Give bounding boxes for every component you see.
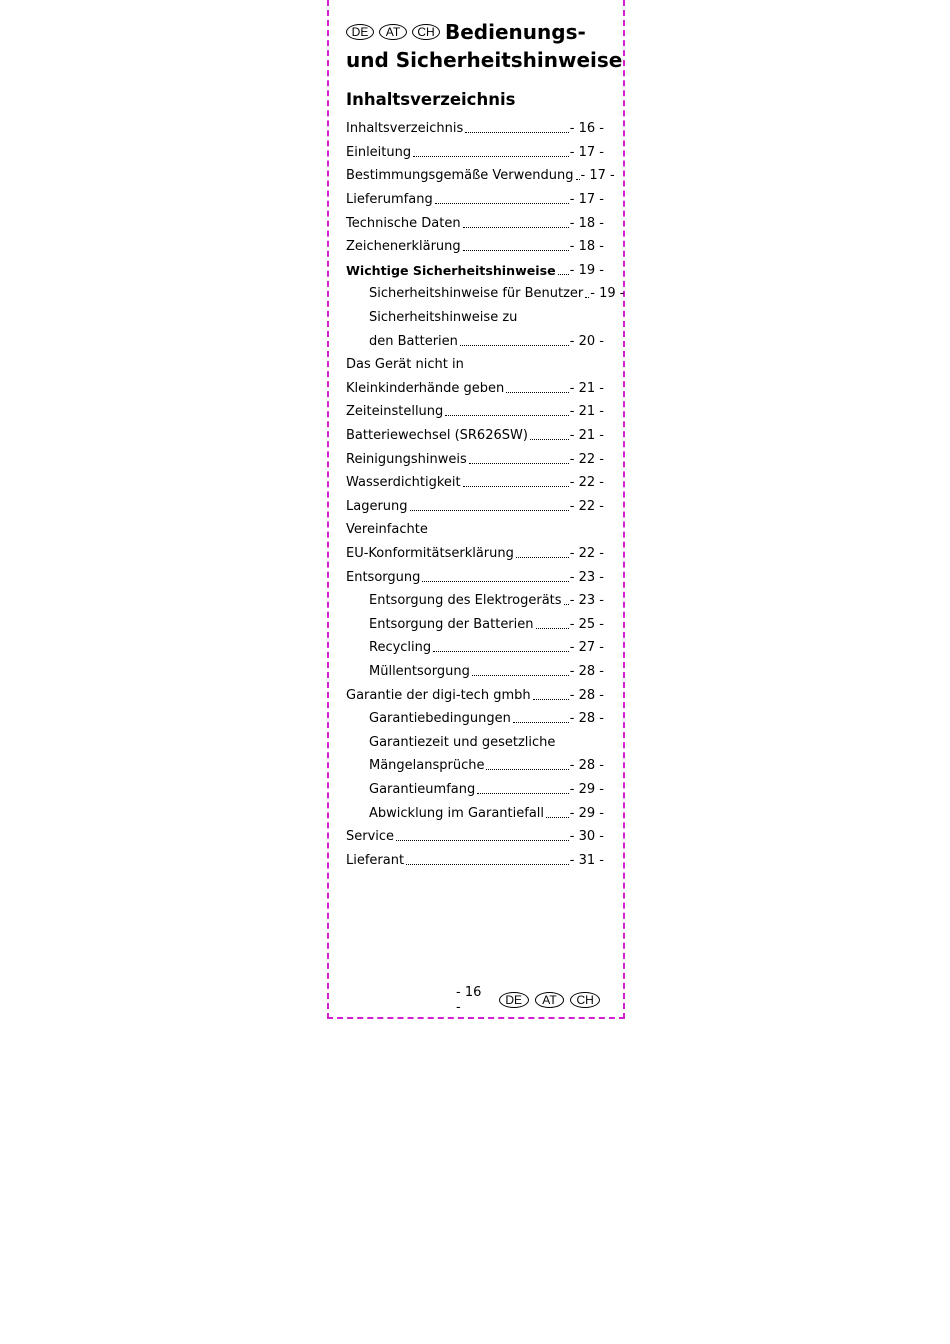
dot-leader xyxy=(558,274,569,275)
toc-heading: Inhaltsverzeichnis xyxy=(346,90,516,109)
toc-entry xyxy=(346,329,604,353)
toc-entry-title: Lieferant xyxy=(346,852,405,868)
toc-entry-title: Wasserdichtigkeit xyxy=(346,475,461,491)
toc-entry-title: Bestimmungsgemäße Verwendung xyxy=(346,168,574,184)
toc-entry xyxy=(346,211,604,235)
toc-entry-page: - 17 - xyxy=(569,192,604,208)
toc-entry xyxy=(346,778,604,802)
dot-leader xyxy=(469,463,569,464)
toc-entry-page: - 21 - xyxy=(569,404,604,420)
toc-entry-page: - 16 - xyxy=(569,121,604,137)
toc-entry-page: - 23 - xyxy=(569,593,604,609)
toc-entry-page: - 22 - xyxy=(569,498,604,514)
toc-entry-title: Garantieumfang xyxy=(369,781,476,797)
toc-entry-title: Einleitung xyxy=(346,144,412,160)
dot-leader xyxy=(486,769,568,770)
toc-entry xyxy=(346,612,604,636)
page-footer xyxy=(456,985,606,1015)
dot-leader xyxy=(465,132,569,133)
toc-entry-title: Batteriewechsel (SR626SW) xyxy=(346,428,528,444)
toc-entry-page: - 17 - xyxy=(580,168,615,184)
toc-entry-page: - 25 - xyxy=(569,616,604,632)
country-badge-at: AT xyxy=(379,24,407,40)
dot-leader xyxy=(435,203,569,204)
toc-entry-page: - 28 - xyxy=(569,687,604,703)
toc-entry-title: Technische Daten xyxy=(346,215,461,231)
dot-leader xyxy=(506,392,568,393)
toc-entry-title: Entsorgung des Elektrogeräts xyxy=(369,593,562,609)
toc-entry-page: - 22 - xyxy=(569,475,604,491)
dot-leader xyxy=(576,179,580,180)
toc-entry-title: Kleinkinderhände geben xyxy=(346,380,505,396)
country-badge-de: DE xyxy=(499,992,529,1008)
country-badge-at: AT xyxy=(535,992,565,1008)
toc-entry xyxy=(346,542,604,566)
toc-entry xyxy=(346,660,604,684)
toc-entry-title: Entsorgung xyxy=(346,569,421,585)
dot-leader xyxy=(460,345,569,346)
title-text-1: Bedienungs- xyxy=(445,20,586,44)
toc-entry-title: Recycling xyxy=(369,640,432,656)
table-of-contents xyxy=(346,117,625,872)
toc-entry-title: Mängelansprüche xyxy=(369,758,485,774)
dot-leader xyxy=(396,840,569,841)
toc-entry-page: - 28 - xyxy=(569,711,604,727)
toc-entry xyxy=(346,424,604,448)
toc-entry-title: Zeiteinstellung xyxy=(346,404,444,420)
toc-entry xyxy=(346,235,604,259)
toc-entry-title: Abwicklung im Garantiefall xyxy=(369,805,545,821)
page-number: - 16 - xyxy=(456,985,482,1015)
toc-entry xyxy=(346,117,604,141)
toc-entry xyxy=(346,730,604,754)
toc-entry xyxy=(346,801,604,825)
dot-leader xyxy=(422,581,568,582)
toc-entry-page: - 31 - xyxy=(569,852,604,868)
dot-leader xyxy=(546,817,569,818)
toc-entry xyxy=(346,141,604,165)
toc-entry-title: Entsorgung der Batterien xyxy=(369,616,534,632)
toc-entry xyxy=(346,495,604,519)
dot-leader xyxy=(463,250,569,251)
toc-entry-page: - 20 - xyxy=(569,333,604,349)
toc-entry-title: EU-Konformitätserklärung xyxy=(346,545,514,561)
toc-entry-page: - 18 - xyxy=(569,215,604,231)
toc-entry xyxy=(346,636,604,660)
toc-entry-title: den Batterien xyxy=(369,333,458,349)
dot-leader xyxy=(536,628,569,629)
toc-entry-page: - 27 - xyxy=(569,640,604,656)
toc-entry xyxy=(346,848,604,872)
dot-leader xyxy=(463,486,569,487)
toc-entry xyxy=(346,754,604,778)
toc-entry xyxy=(346,683,604,707)
dot-leader xyxy=(513,722,569,723)
toc-entry-page: - 29 - xyxy=(569,781,604,797)
dot-leader xyxy=(445,415,569,416)
toc-entry xyxy=(346,259,604,283)
toc-entry-title: Vereinfachte xyxy=(346,522,428,538)
toc-entry xyxy=(346,518,604,542)
toc-entry xyxy=(346,565,604,589)
toc-entry-page: - 23 - xyxy=(569,569,604,585)
toc-entry-title: Lieferumfang xyxy=(346,192,433,208)
toc-entry-page: - 29 - xyxy=(569,805,604,821)
toc-entry-page: - 21 - xyxy=(569,380,604,396)
title-line-2: und Sicherheitshinweise xyxy=(346,48,623,72)
toc-entry-title: Service xyxy=(346,829,395,845)
dot-leader xyxy=(564,604,569,605)
toc-entry-title: Wichtige Sicherheitshinweise xyxy=(346,262,556,278)
toc-entry-page: - 22 - xyxy=(569,545,604,561)
toc-entry-title: Sicherheitshinweise für Benutzer xyxy=(369,286,584,302)
toc-entry xyxy=(346,306,604,330)
toc-entry-page: - 30 - xyxy=(569,829,604,845)
toc-entry-page: - 22 - xyxy=(569,451,604,467)
dot-leader xyxy=(406,864,569,865)
toc-entry-page: - 28 - xyxy=(569,663,604,679)
toc-entry-title: Zeichenerklärung xyxy=(346,239,461,255)
toc-entry-title: Garantie der digi-tech gmbh xyxy=(346,687,531,703)
toc-entry-page: - 18 - xyxy=(569,239,604,255)
document-header xyxy=(346,18,623,74)
toc-entry-title: Lagerung xyxy=(346,498,408,514)
dot-leader xyxy=(585,297,589,298)
toc-entry xyxy=(346,825,604,849)
toc-entry-title: Müllentsorgung xyxy=(369,663,470,679)
toc-entry xyxy=(346,707,604,731)
toc-entry-title: Sicherheitshinweise zu xyxy=(369,310,518,326)
toc-entry xyxy=(346,164,615,188)
dot-leader xyxy=(533,699,569,700)
toc-entry xyxy=(346,589,604,613)
toc-entry xyxy=(346,400,604,424)
dot-leader xyxy=(433,651,569,652)
dot-leader xyxy=(477,793,569,794)
toc-entry-page: - 17 - xyxy=(569,144,604,160)
country-badge-ch: CH xyxy=(570,992,600,1008)
dot-leader xyxy=(530,439,569,440)
toc-entry-page: - 19 - xyxy=(590,286,625,302)
country-badge-ch: CH xyxy=(412,24,440,40)
toc-entry xyxy=(346,353,604,377)
toc-entry xyxy=(346,447,604,471)
toc-entry-title: Garantiebedingungen xyxy=(369,711,511,727)
toc-entry xyxy=(346,188,604,212)
dot-leader xyxy=(463,227,569,228)
dot-leader xyxy=(516,557,569,558)
toc-entry xyxy=(346,377,604,401)
dot-leader xyxy=(410,510,569,511)
toc-entry-page: - 19 - xyxy=(569,262,604,278)
toc-entry xyxy=(346,471,604,495)
dot-leader xyxy=(472,675,569,676)
toc-entry-page: - 28 - xyxy=(569,758,604,774)
toc-entry-title: Inhaltsverzeichnis xyxy=(346,121,464,137)
title-line-1 xyxy=(346,18,616,46)
toc-entry-page: - 21 - xyxy=(569,428,604,444)
country-badge-de: DE xyxy=(346,24,374,40)
toc-entry-title: Garantiezeit und gesetzliche xyxy=(369,734,556,750)
toc-entry-title: Reinigungshinweis xyxy=(346,451,467,467)
toc-entry xyxy=(346,282,625,306)
toc-entry-title: Das Gerät nicht in xyxy=(346,357,464,373)
dot-leader xyxy=(413,156,569,157)
